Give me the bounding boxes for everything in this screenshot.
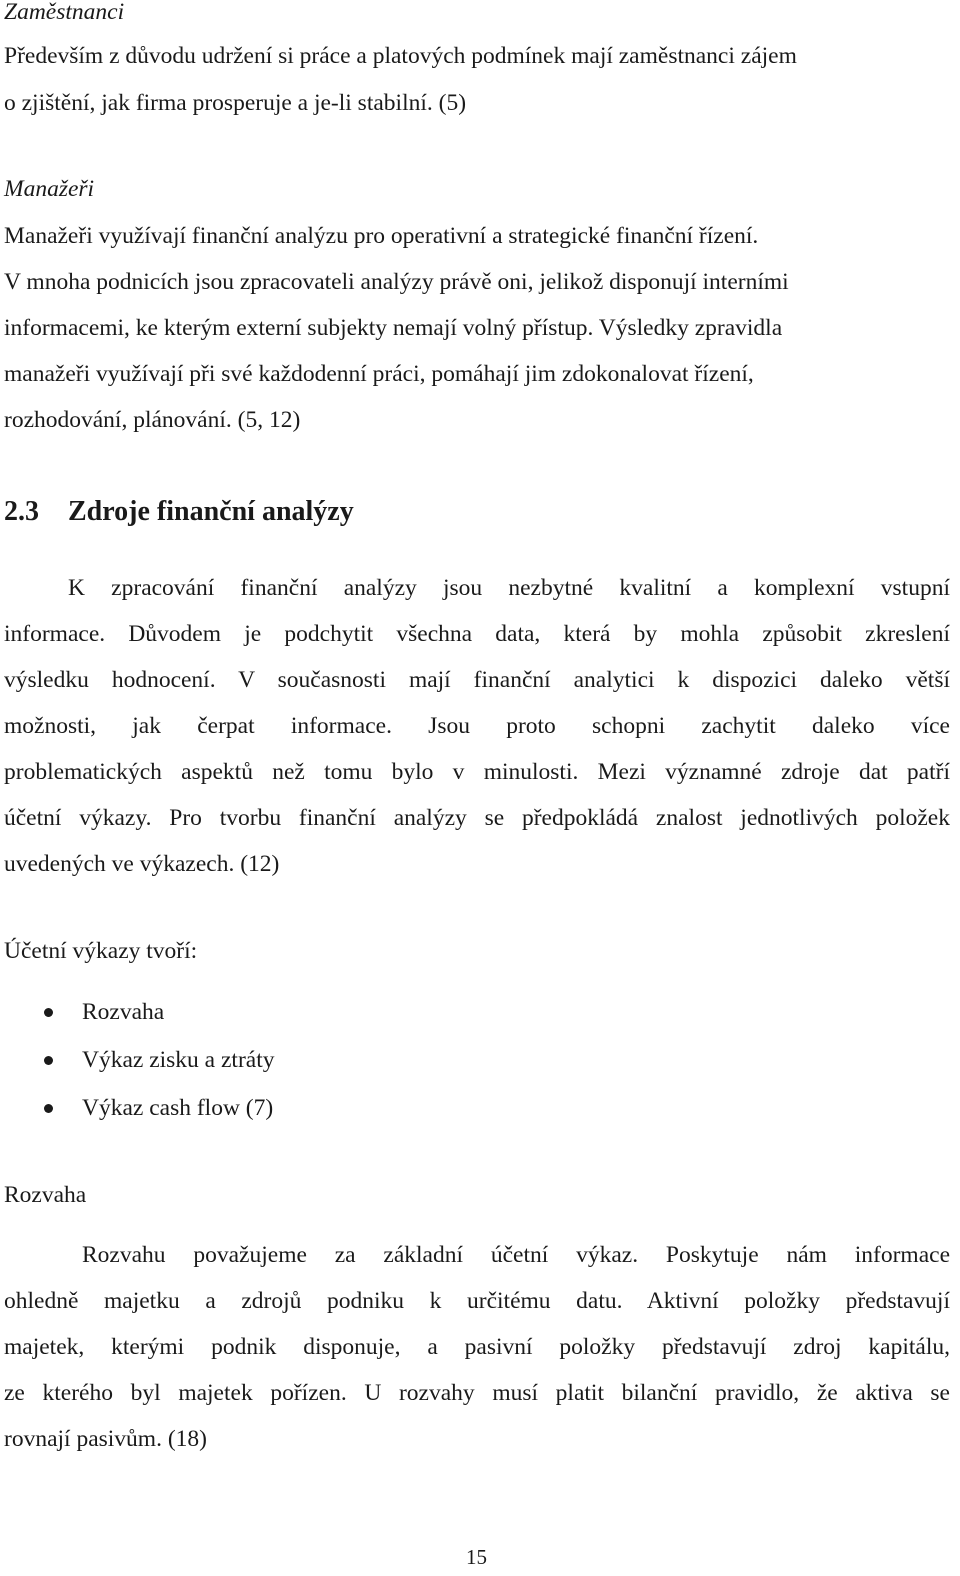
section-line-6: účetní výkazy. Pro tvorbu finanční analýzy se předpokládá znalost jednotlivých položek xyxy=(4,805,950,831)
managers-line-2: V mnoha podnicích jsou zpracovateli analýzy právě oni, jelikož disponují interními xyxy=(4,269,789,295)
bullet-icon xyxy=(44,1008,53,1017)
balance-line-3: majetek, kterými podnik disponuje, a pasivní položky představují zdroj kapitálu, xyxy=(4,1334,950,1360)
list-item xyxy=(4,1045,275,1093)
managers-heading: Manažeři xyxy=(4,176,95,202)
section-line-5: problematických aspektů než tomu bylo v minulosti. Mezi významné zdroje dat patří xyxy=(4,759,950,785)
document-page xyxy=(4,0,952,1576)
balance-line-4: ze kterého byl majetek pořízen. U rozvahy musí platit bilanční pravidlo, že aktiva se xyxy=(4,1380,950,1406)
employees-line-2: o zjištění, jak firma prosperuje a je-li stabilní. (5) xyxy=(4,90,467,116)
bullet-icon xyxy=(44,1056,53,1065)
statements-list xyxy=(4,997,275,1141)
section-paragraph xyxy=(4,573,950,895)
section-line-7: uvedených ve výkazech. (12) xyxy=(4,851,280,877)
page-number: 15 xyxy=(466,1545,487,1569)
bullet-icon xyxy=(44,1104,53,1113)
section-line-1: K zpracování finanční analýzy jsou nezbytné kvalitní a komplexní vstupní xyxy=(68,575,950,601)
balance-line-5: rovnají pasivům. (18) xyxy=(4,1426,207,1452)
section-line-4: možnosti, jak čerpat informace. Jsou proto schopni zachytit daleko více xyxy=(4,713,950,739)
list-item-label: Rozvaha xyxy=(82,999,165,1025)
section-heading xyxy=(4,495,354,529)
managers-line-4: manažeři využívají při své každodenní práci, pomáhají jim zdokonalovat řízení, xyxy=(4,361,754,387)
section-number: 2.3 xyxy=(4,496,39,527)
list-item xyxy=(4,997,275,1045)
section-title: Zdroje finanční analýzy xyxy=(68,496,354,527)
balance-line-1: Rozvahu považujeme za základní účetní výkaz. Poskytuje nám informace xyxy=(82,1242,950,1268)
list-item-label: Výkaz zisku a ztráty xyxy=(82,1047,275,1073)
section-line-2: informace. Důvodem je podchytit všechna data, která by mohla způsobit zkreslení xyxy=(4,621,950,647)
statements-intro: Účetní výkazy tvoří: xyxy=(4,938,198,964)
list-item xyxy=(4,1093,275,1141)
section-line-3: výsledku hodnocení. V současnosti mají finanční analytici k dispozici daleko větší xyxy=(4,667,950,693)
managers-line-3: informacemi, ke kterým externí subjekty nemají volný přístup. Výsledky zpravidla xyxy=(4,315,783,341)
list-item-label: Výkaz cash flow (7) xyxy=(82,1095,274,1121)
employees-heading: Zaměstnanci xyxy=(4,0,125,25)
balance-paragraph xyxy=(4,1240,950,1470)
managers-line-5: rozhodování, plánování. (5, 12) xyxy=(4,407,301,433)
balance-heading: Rozvaha xyxy=(4,1182,87,1208)
managers-line-1: Manažeři využívají finanční analýzu pro operativní a strategické finanční řízení. xyxy=(4,223,759,249)
balance-line-2: ohledně majetku a zdrojů podniku k určitému datu. Aktivní položky představují xyxy=(4,1288,950,1314)
employees-line-1: Především z důvodu udržení si práce a platových podmínek mají zaměstnanci zájem xyxy=(4,43,797,69)
